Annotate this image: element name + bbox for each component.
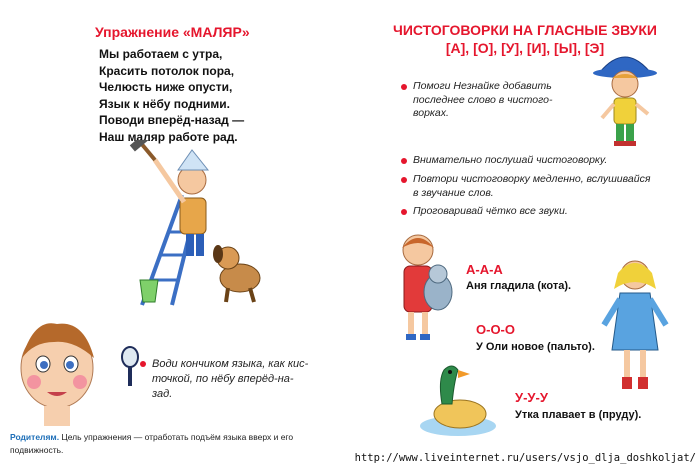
neznaika-illustration: [590, 48, 660, 148]
exercise-tip: [140, 357, 308, 402]
right-page: [350, 0, 700, 467]
bullet-line: Проговаривай чётко все звуки.: [413, 205, 568, 217]
bullet-icon: [401, 209, 407, 215]
bullet-icon: [401, 158, 407, 164]
tip-line: зад.: [152, 388, 173, 400]
section-subtitle: [А], [О], [У], [И], [Ы], [Э]: [445, 40, 605, 56]
phrase: Утка плавает в (пруду).: [515, 409, 642, 421]
watermark-url: http://www.liveinternet.ru/users/vsjo_dlja_doshkoljat/: [354, 452, 696, 464]
section-title: ЧИСТОГОВОРКИ НА ГЛАСНЫЕ ЗВУКИ: [393, 22, 657, 38]
mirror-icon: [120, 345, 140, 390]
exercise-title: Упражнение «МАЛЯР»: [95, 24, 250, 40]
bullet-line: Внимательно послушай чистоговорку.: [413, 154, 608, 166]
bullet-line: Помоги Незнайке добавить: [413, 80, 552, 92]
parent-label: Родителям.: [10, 432, 60, 442]
poem-line: Красить потолок пора,: [99, 63, 235, 78]
bullet-icon: [401, 177, 407, 183]
parent-note: [10, 431, 340, 457]
bullet-listen: [413, 154, 607, 168]
girl-with-cat-illustration: [390, 228, 460, 348]
girl-in-coat-illustration: [600, 255, 670, 395]
bullet-icon: [401, 84, 407, 90]
bullet-help-neznaika: [413, 80, 553, 121]
painter-illustration: [100, 140, 275, 310]
bullet-icon: [140, 361, 146, 367]
poem-line: Поводи вперёд-назад —: [99, 113, 245, 128]
duck-illustration: [418, 360, 498, 440]
phrase: Аня гладила (кота).: [466, 280, 572, 292]
sound-label: А-А-А: [466, 262, 503, 277]
bullet-line: Повтори чистоговорку медленно, вслушивайся: [413, 173, 651, 185]
bullet-line: в звучание слов.: [413, 186, 494, 199]
parent-text: Цель упражнения — отработать подъём языка вверх и его подвижность.: [10, 432, 294, 455]
poem-line: Челюсть ниже опусти,: [99, 80, 233, 95]
tip-line: Води кончиком языка, как кис-: [152, 358, 309, 370]
bullet-pronounce: [413, 205, 568, 219]
poem-line: Язык к нёбу подними.: [99, 96, 230, 111]
child-face-illustration: [14, 318, 100, 428]
bullet-repeat: [413, 173, 650, 200]
bullet-line: последнее слово в чистого-: [413, 93, 553, 106]
phrase: У Оли новое (пальто).: [476, 341, 595, 353]
sound-label: О-О-О: [476, 322, 515, 337]
sound-label: У-У-У: [515, 390, 548, 405]
poem-line: Мы работаем с утра,: [99, 47, 223, 61]
bullet-line: ворках.: [413, 107, 449, 119]
poem: [99, 46, 244, 146]
poem-line: Наш маляр работе рад.: [99, 129, 238, 144]
tip-line: точкой, по нёбу вперёд-на-: [152, 373, 294, 385]
